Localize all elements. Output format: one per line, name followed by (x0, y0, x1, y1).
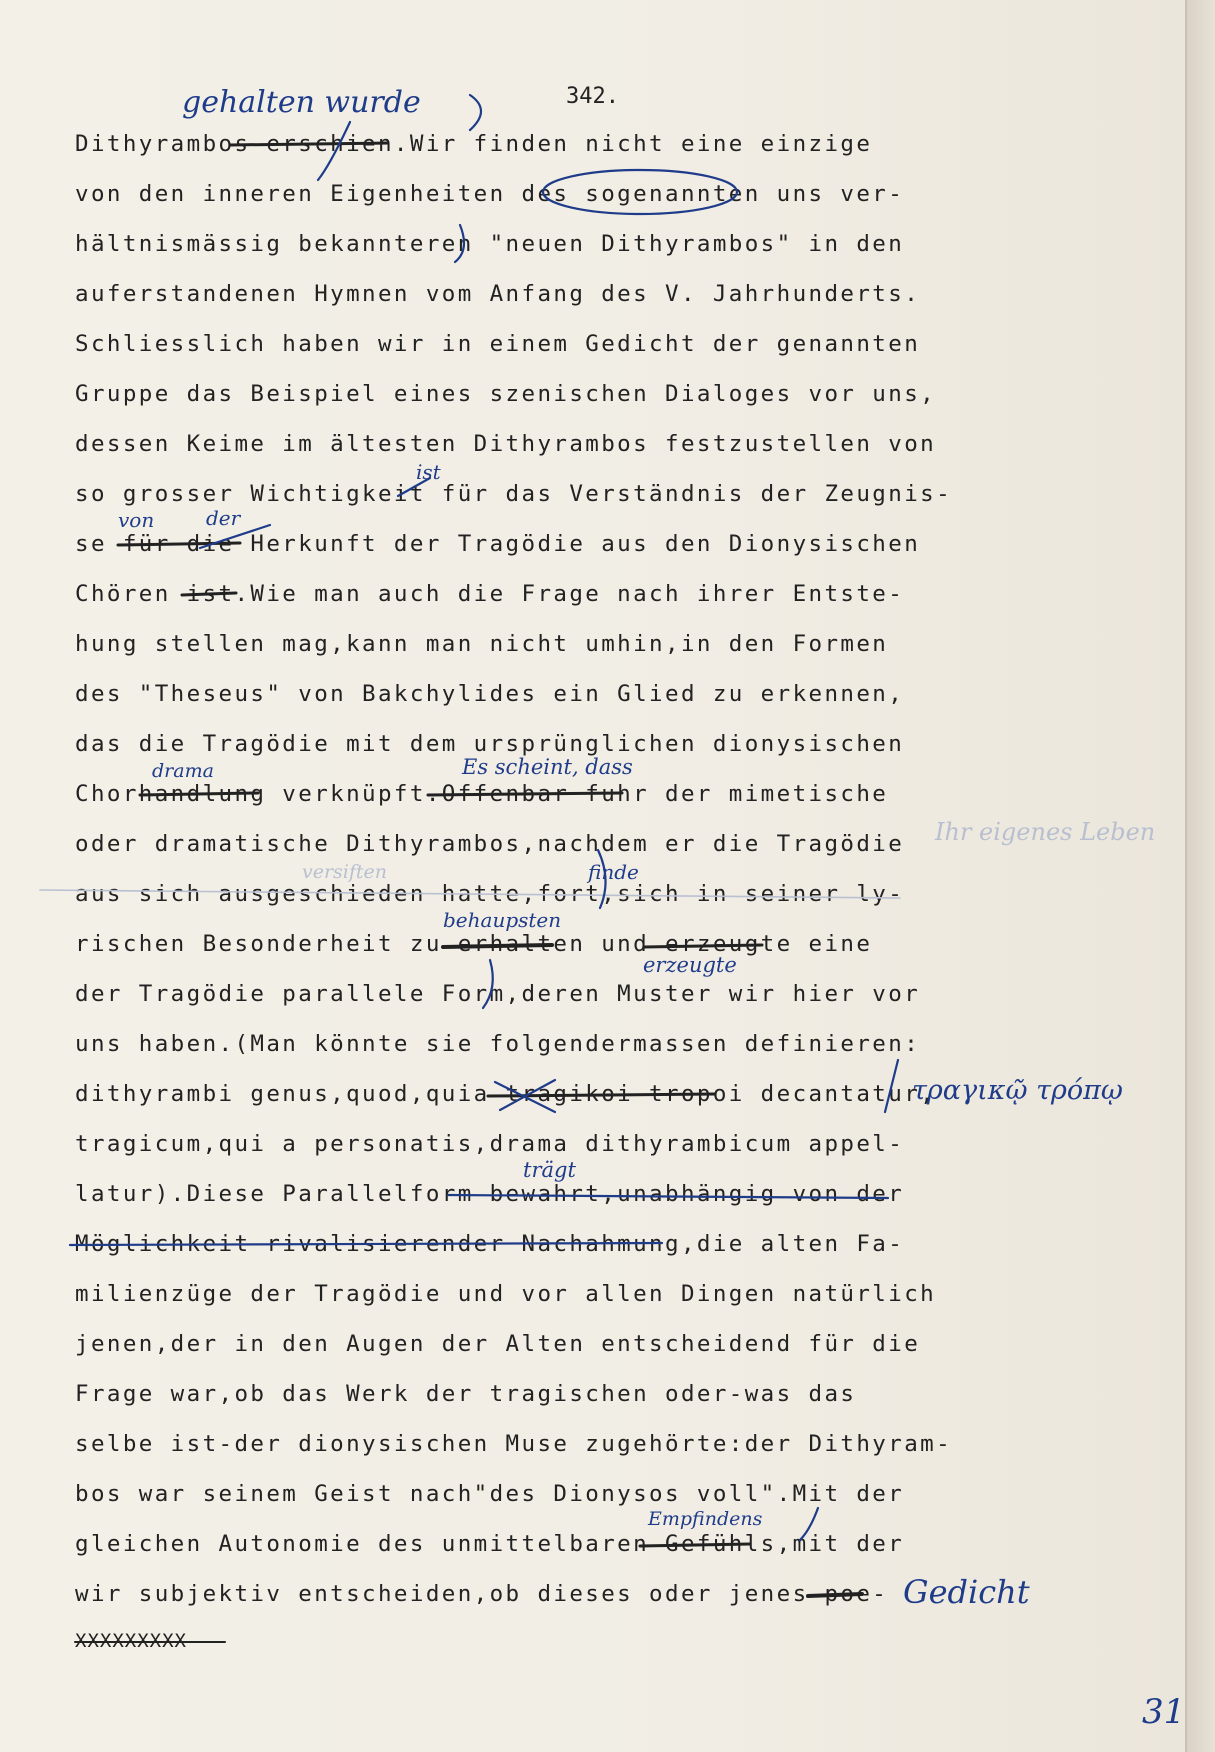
strike-bewahrt (448, 1195, 888, 1198)
annotation-faint-left: versiften (302, 861, 388, 883)
annotation-es-scheint-dass: Es scheint, dass (462, 755, 633, 779)
strike-moeglichkeit (70, 1243, 662, 1245)
typed-line: latur).Diese Parallelform bewahrt,unabhängig von der (75, 1181, 905, 1207)
typed-line: auferstandenen Hymnen vom Anfang des V. Jahrhunderts. (75, 281, 921, 307)
typed-line: uns haben.(Man könnte sie folgendermassen definieren: (75, 1031, 921, 1057)
typed-line: Chorhandlung verknüpft.Offenbar fuhr der mimetische (75, 781, 889, 807)
typed-line: Frage war,ob das Werk der tragischen oder-was das (75, 1381, 857, 1407)
strike-offenbar-fuhr (428, 793, 622, 795)
bracket-form (483, 960, 493, 1008)
typed-line: milienzüge der Tragödie und vor allen Dingen natürlich (75, 1281, 937, 1307)
typed-line: se für die Herkunft der Tragödie aus den Dionysischen (75, 531, 921, 557)
typed-line: gleichen Autonomie des unmittelbaren Gefühls,mit der (75, 1531, 905, 1557)
arrow-gehalten (318, 122, 350, 180)
annotation-faint-margin: Ihr eigenes Leben (935, 818, 1156, 846)
slash-ist (398, 478, 430, 496)
guide-line (40, 890, 900, 898)
annotation-behaupsten: behaupsten (443, 908, 562, 932)
annotation-empfindens: Empfindens (648, 1508, 763, 1530)
bracket-greek (885, 1060, 898, 1112)
typed-line: hung stellen mag,kann man nicht umhin,in den Formen (75, 631, 889, 657)
typed-line: bos war seinem Geist nach"des Dionysos voll".Mit der (75, 1481, 905, 1507)
typed-line: jenen,der in den Augen der Alten entscheidend für die (75, 1331, 921, 1357)
bracket-empfindens (800, 1508, 818, 1540)
strike-poe (808, 1594, 862, 1596)
annotation-gedicht: Gedicht (903, 1573, 1030, 1611)
typed-line: Möglichkeit rivalisierender Nachahmung,die alten Fa- (75, 1231, 905, 1257)
typed-line: dessen Keime im ältesten Dithyrambos festzustellen von (75, 431, 937, 457)
annotation-finde: finde (588, 860, 639, 884)
strike-handlung (140, 793, 258, 795)
typed-line: tragicum,qui a personatis,drama dithyrambicum appel- (75, 1131, 905, 1157)
annotation-erzeugte: erzeugte (643, 953, 737, 977)
typed-line: Schliesslich haben wir in einem Gedicht der genannten (75, 331, 921, 357)
annotation-der: der (206, 506, 241, 530)
annotation-ist: ist (416, 460, 441, 484)
typed-line: Dithyrambos erschien.Wir finden nicht eine einzige (75, 131, 873, 157)
typed-line: Chören ist.Wie man auch die Frage nach ihrer Entste- (75, 581, 905, 607)
typed-line: hältnismässig bekannteren "neuen Dithyrambos" in den (75, 231, 905, 257)
typed-line: dithyrambi genus,quod,quia tragikoi tropoi decantatur, (75, 1081, 937, 1107)
annotation-drama: drama (152, 760, 214, 782)
typed-line: Gruppe das Beispiel eines szenischen Dialoges vor uns, (75, 381, 937, 407)
circle-sogenannten (543, 170, 737, 214)
strike-erschien (230, 143, 388, 145)
strike-fuer-die (118, 543, 240, 545)
strike-gefuehls (640, 1544, 750, 1546)
strike-erhalten (443, 945, 552, 947)
slash-fort (598, 850, 606, 908)
annotation-von: von (118, 508, 155, 532)
folio-number: 31 (1142, 1692, 1186, 1732)
bracket-gehalten (470, 95, 481, 130)
typed-line: so grosser Wichtigkeit für das Verständnis der Zeugnis- (75, 481, 953, 507)
annotation-traegt: trägt (523, 1158, 576, 1182)
typed-line: rischen Besonderheit zu erhalten und erzeugte eine (75, 931, 873, 957)
struck-typing: XXXXXXXXX (75, 1630, 187, 1652)
typed-line: wir subjektiv entscheiden,ob dieses oder jenes poe- (75, 1581, 889, 1607)
typed-line: das die Tragödie mit dem ursprünglichen dionysischen (75, 731, 905, 757)
typed-line: des "Theseus" von Bakchylides ein Glied zu erkennen, (75, 681, 905, 707)
annotation-gehalten-wurde: gehalten wurde (182, 85, 421, 120)
page-number: 342. (566, 84, 619, 109)
typed-line: von den inneren Eigenheiten des sogenannten uns ver- (75, 181, 905, 207)
typed-line: oder dramatische Dithyrambos,nachdem er die Tragödie (75, 831, 905, 857)
typed-line: der Tragödie parallele Form,deren Muster wir hier vor (75, 981, 921, 1007)
strike-erzeugte (644, 945, 762, 947)
typed-line: selbe ist-der dionysischen Muse zugehörte:der Dithyram- (75, 1431, 953, 1457)
strike-ist (182, 593, 236, 595)
annotation-greek-margin: τραγικῷ τρόπῳ (912, 1075, 1123, 1106)
typed-line: aus sich ausgeschieden hatte,fort,sich in seiner ly- (75, 881, 905, 907)
bracket-neuen (455, 225, 464, 262)
